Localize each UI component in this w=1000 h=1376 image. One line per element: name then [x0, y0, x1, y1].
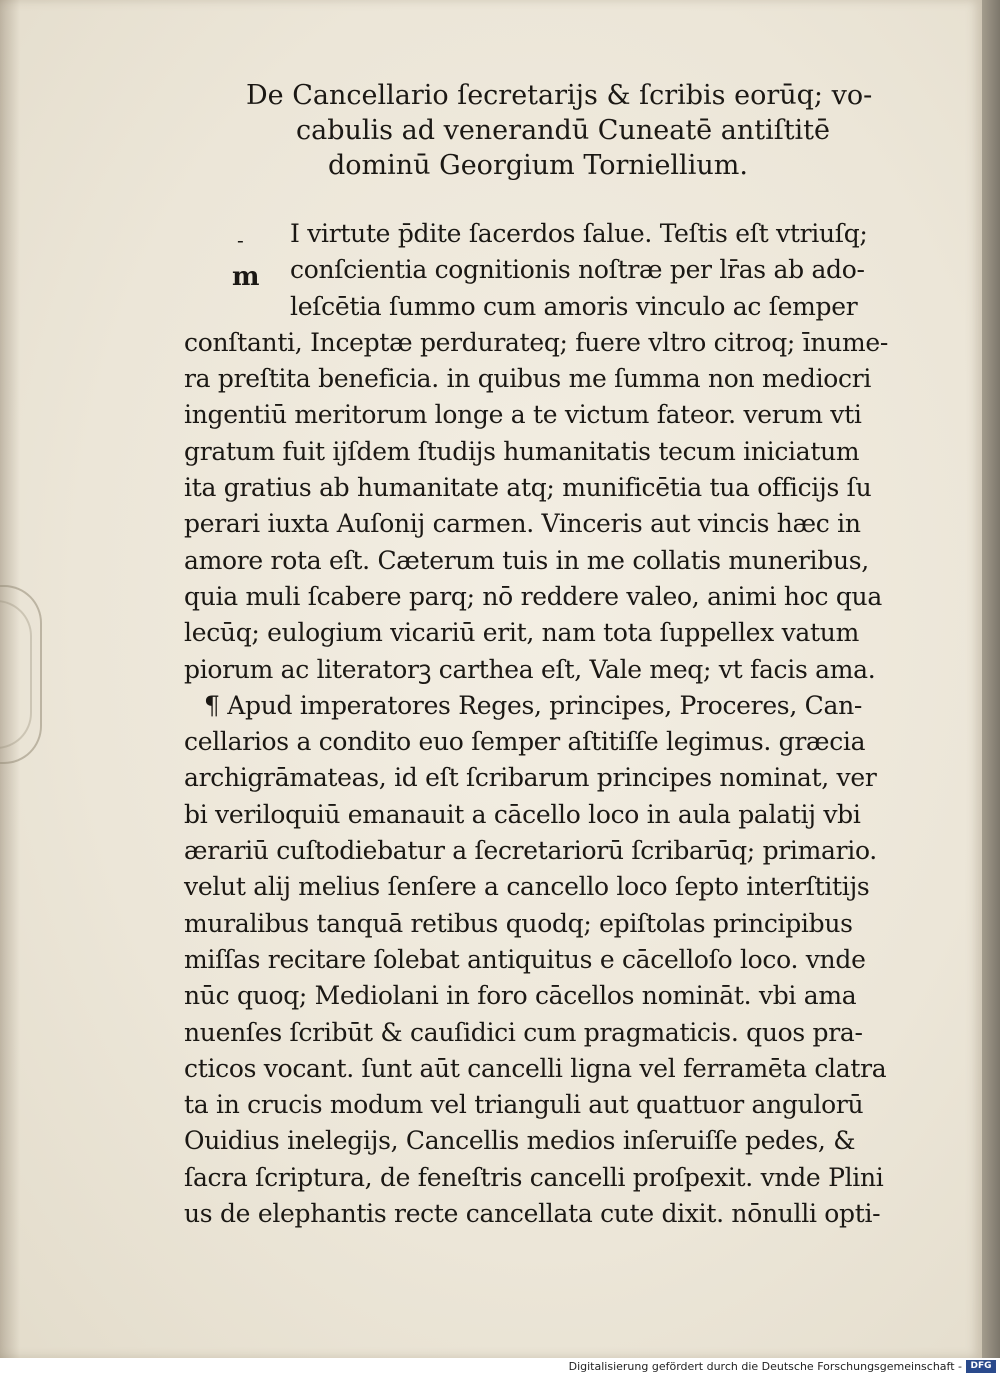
text-line: conſcientia cognitionis noſtræ per lr̄as ab ado- [290, 255, 865, 285]
text-line: perari iuxta Auſonij carmen. Vinceris aut vincis hæc in [184, 509, 861, 539]
text-line: ¶ Apud imperatores Reges, principes, Proceres, Can- [204, 690, 863, 720]
dfg-logo-icon: DFG [966, 1360, 996, 1373]
heading-line: dominū Georgium Torniellium. [328, 150, 748, 181]
text-line: ſacra ſcriptura, de feneſtris cancelli proſpexit. vnde Plini [184, 1162, 884, 1192]
initial-guide-letter: m [232, 262, 260, 292]
text-line: ra preſtita beneficia. in quibus me ſumma non mediocri [184, 364, 872, 394]
text-line: conſtanti, Inceptæ perdurateq; fuere vltro citroq; īnume- [184, 327, 889, 357]
text-line: cticos vocant. ſunt aūt cancelli ligna vel ferramēta clatra [184, 1053, 887, 1083]
text-line: muralibus tanquā retibus quodq; epiſtolas principibus [184, 908, 853, 938]
text-line: ingentiū meritorum longe a te victum fateor. verum vti [184, 400, 862, 430]
text-line: miſſas recitare ſolebat antiquitus e cācelloſo loco. vnde [184, 944, 866, 974]
clip-impression-inner [0, 600, 32, 749]
text-line: ærariū cuſtodiebatur a ſecretariorū ſcribarūq; primario. [184, 836, 877, 866]
text-line: I virtute p̄dite ſacerdos ſalue. Teſtis eſt vtriuſq; [290, 219, 868, 248]
text-line: ta in crucis modum vel trianguli aut quattuor angulorū [184, 1090, 864, 1120]
funding-credit: Digitalisierung gefördert durch die Deutsche Forschungsgemeinschaft - [568, 1360, 962, 1373]
text-line: us de elephantis recte cancellata cute dixit. nōnulli opti- [184, 1199, 881, 1229]
text-line: Ouidius inelegijs, Cancellis medios inſeruiſſe pedes, & [184, 1126, 856, 1156]
facing-page-edge [982, 0, 1000, 1358]
heading-line: De Cancellario ſecretarijs & ſcribis eorūq; vo- [246, 80, 873, 111]
text-line: nuenſes ſcribūt & cauſidici cum pragmaticis. quos pra- [184, 1017, 863, 1047]
text-line: velut alij melius ſenſere a cancello loco ſepto interſtitijs [184, 872, 870, 902]
text-line: lecūq; eulogium vicariū erit, nam tota ſuppellex vatum [184, 618, 859, 648]
section-heading [246, 78, 873, 183]
text-line: amore rota eſt. Cæterum tuis in me collatis muneribus, [184, 545, 869, 575]
text-line: nūc quoq; Mediolani in foro cācellos nomināt. vbi ama [184, 981, 857, 1011]
heading-line: cabulis ad venerandū Cuneatē antiſtitē [296, 115, 831, 146]
text-line: bi veriloquiū emanauit a cācello loco in aula palatij vbi [184, 799, 861, 829]
initial-guide-dash: - [237, 228, 244, 252]
text-line: piorum ac literatorꝫ carthea eſt, Vale meq; vt facis ama. [184, 654, 876, 684]
text-line: ita gratius ab humanitate atq; munificētia tua officijs ſu [184, 473, 872, 503]
text-line: archigrāmateas, id eſt ſcribarum principes nominat, ver [184, 763, 877, 793]
text-line: cellarios a condito euo ſemper aſtitiſſe legimus. græcia [184, 727, 866, 757]
text-line: quia muli ſcabere parq; nō reddere valeo, animi hoc qua [184, 581, 882, 611]
text-line: gratum fuit ijſdem ſtudijs humanitatis tecum iniciatum [184, 436, 860, 466]
footer-bar [0, 1358, 1000, 1376]
text-line: leſcētia ſummo cum amoris vinculo ac ſemper [290, 291, 858, 321]
body-text [184, 216, 904, 1232]
